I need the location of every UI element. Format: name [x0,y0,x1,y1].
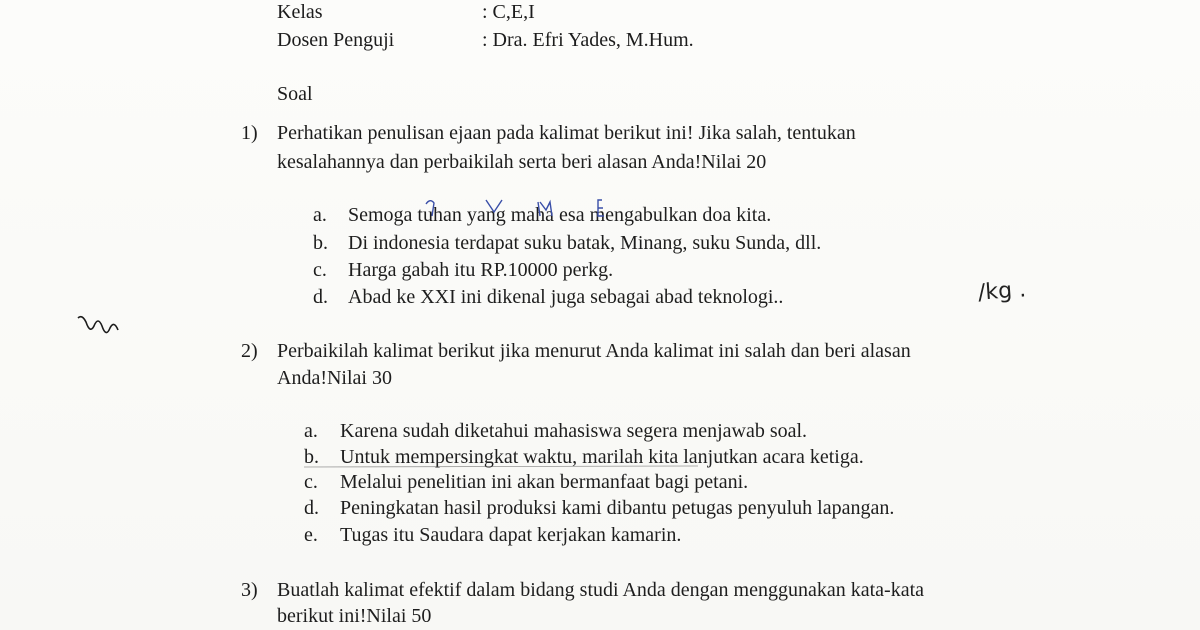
q2-item-b-letter: b. [304,446,319,468]
q2-item-e-text: Tugas itu Saudara dapat kerjakan kamarin. [340,524,682,546]
q2-item-a-letter: a. [304,420,318,442]
question-2-line-1: Perbaikilah kalimat berikut jika menurut Anda kalimat ini salah dan beri alasan [277,340,911,362]
pen-correction-marks [420,194,620,224]
question-3-line-1: Buatlah kalimat efektif dalam bidang studi Anda dengan menggunakan kata-kata [277,579,925,601]
kelas-value: : C,E,I [482,1,535,23]
q2-item-b-text: Untuk mempersingkat waktu, marilah kita lanjutkan acara ketiga. [340,446,864,468]
q2-item-d-text: Peningkatan hasil produksi kami dibantu petugas penyuluh lapangan. [340,497,895,519]
q2-item-c-text: Melalui penelitian ini akan bermanfaat bagi petani. [340,471,749,493]
q1-item-b-letter: b. [313,232,328,254]
question-2-number: 2) [241,340,258,362]
q2-item-c-letter: c. [304,471,318,493]
pen-underline-mark [302,464,702,470]
question-2-line-2: Anda!Nilai 30 [277,367,392,389]
q2-item-d-letter: d. [304,497,319,519]
q1-item-d-text: Abad ke XXI ini dikenal juga sebagai abad teknologi.. [348,286,784,308]
question-1-number: 1) [241,122,258,144]
question-1-line-2: kesalahannya dan perbaikilah serta beri alasan Anda!Nilai 20 [277,151,767,173]
q1-item-b-text: Di indonesia terdapat suku batak, Minang, suku Sunda, dll. [348,232,822,254]
q1-item-a-letter: a. [313,204,327,226]
margin-squiggle-mark [76,312,126,346]
kelas-label: Kelas [277,1,323,23]
dosen-label: Dosen Penguji [277,29,395,51]
q2-item-e-letter: e. [304,524,318,546]
question-3-line-2: berikut ini!Nilai 50 [277,605,432,627]
q1-item-d-letter: d. [313,286,328,308]
question-3-number: 3) [241,579,258,601]
q1-item-c-text: Harga gabah itu RP.10000 perkg. [348,259,614,281]
q1-item-a-text: Semoga tuhan yang maha esa mengabulkan doa kita. [348,204,772,226]
q2-item-a-text: Karena sudah diketahui mahasiswa segera menjawab soal. [340,420,808,442]
soal-heading: Soal [277,83,313,105]
dosen-value: : Dra. Efri Yades, M.Hum. [482,29,694,51]
question-1-line-1: Perhatikan penulisan ejaan pada kalimat berikut ini! Jika salah, tentukan [277,122,856,144]
handwritten-per-kg-note: /kg . [977,277,1027,306]
q1-item-c-letter: c. [313,259,327,281]
